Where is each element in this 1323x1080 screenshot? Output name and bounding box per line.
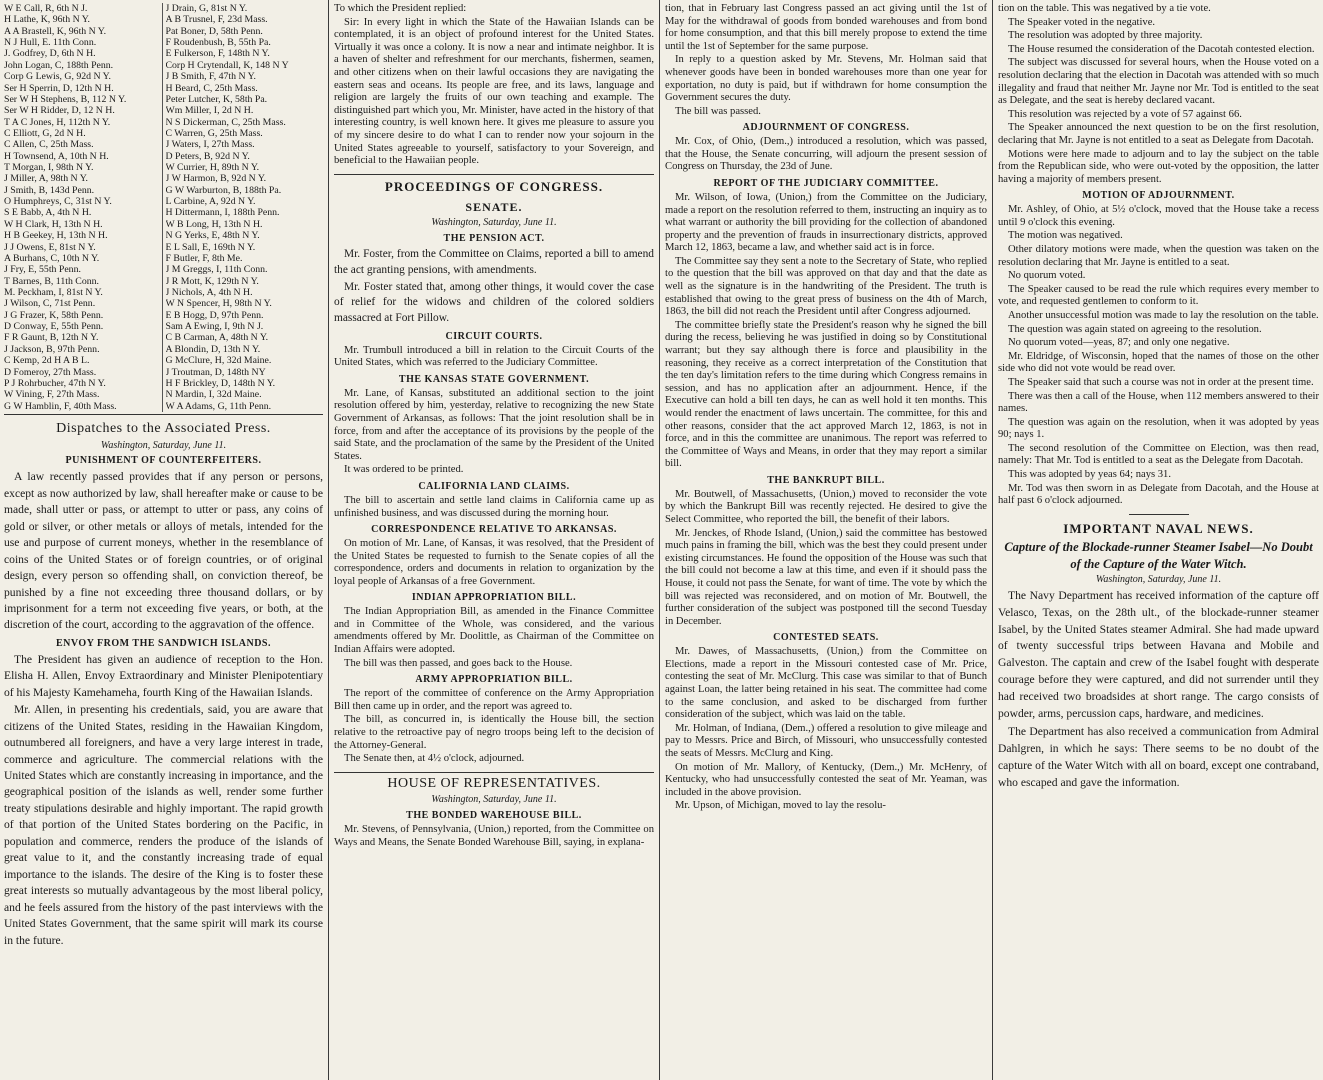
- roster-entry: Ser H Sperrin, D, 12th N H.: [4, 82, 114, 94]
- article-paragraph: The resolution was adopted by three majority.: [1008, 30, 1203, 42]
- roster-entry: H Dittermann, I, 188th Penn.: [165, 207, 280, 219]
- roster-entry: Ser W H Stephens, B, 112 N Y.: [4, 93, 127, 105]
- roster-entry: T Barnes, B, 11th Conn.: [4, 275, 99, 287]
- roster-entry: D Peters, B, 92d N Y.: [165, 150, 250, 162]
- roster-entry: A Burhans, C, 10th N Y.: [4, 252, 100, 264]
- article-paragraph: Mr. Dawes, of Massachusetts, (Union,) from the Committee on Elections, made a report in the Missouri contested case of Mr. Price, contesting the seat of Mr. McClurg. This case was similar to that of Bunch against Loan, the latter being retained in his seat. The committee had come to the same conclusion, and asked to be discharged from further consideration of the subject, which was laid on the table.: [665, 646, 987, 721]
- article-paragraph: Mr. Wilson, of Iowa, (Union,) from the Committee on the Judiciary, made a report on the resolution referred to them, instructing an inquiry as to what warrant or authority the bill providing for the collection of abandoned property and the prevention of frauds in insurrectionary districts, approved March 12, 1863, became a law, and whether said act is in force.: [665, 191, 987, 254]
- roster-entry: A A Brastell, K, 96th N Y.: [4, 25, 107, 37]
- article-paragraph: The Speaker voted in the negative.: [1008, 16, 1156, 28]
- article-paragraph: No quorum voted.: [1008, 270, 1086, 282]
- article-paragraph: The House resumed the consideration of the Dacotah contested election.: [1008, 43, 1315, 55]
- senate-heading: SENATE.: [465, 200, 523, 215]
- roster-entry: W Currier, H, 89th N Y.: [165, 162, 260, 174]
- roster-entry: W H Clark, H, 13th N H.: [4, 218, 103, 230]
- roster-entry: Corp G Lewis, G, 92d N Y.: [4, 71, 111, 83]
- section-heading: THE BANKRUPT BILL.: [767, 474, 885, 486]
- article-paragraph: The report of the committee of conference on the Army Appropriation Bill then came up in order, and the report was agreed to.: [334, 688, 654, 712]
- roster-entry: D Fomeroy, 27th Mass.: [4, 366, 97, 378]
- article-paragraph: The committee briefly state the President's reason why he signed the bill during the recess, believing he was justified in doing so by Constitutional warrant; but they say although there is force and plausibility in the reasoning, they receive as a correct interpretation of the Constitution that the ten day's limitation refers to the time during which Congress remains in session, and has no application after an adjournment. Hence, if the Executive can hold a bill ten days, he can as well hold it ten months. This would render the enactment of laws uncertain. The committee, for this and other reasons, consider that the act approved March 12, 1863, is not in force, and in this the committee are unanimous. The report was referred to the Committee of Ways and Means, in order that they may report a similar bill.: [665, 319, 987, 470]
- naval-heading: IMPORTANT NAVAL NEWS.: [1063, 520, 1254, 536]
- proceedings-heading: PROCEEDINGS OF CONGRESS.: [334, 174, 654, 194]
- column-2: [330, 0, 658, 1080]
- article-paragraph: Other dilatory motions were made, when the question was taken on the resolution declaring that Mr. Jayne is entitled to a seat.: [998, 243, 1319, 268]
- article-paragraph: Mr. Cox, of Ohio, (Dem.,) introduced a resolution, which was passed, that the House, the Senate concurring, will adjourn the present session of Congress on Thursday, the 23d of June.: [665, 136, 987, 173]
- roster-entry: J Waters, I, 27th Mass.: [165, 139, 255, 151]
- roster-entry: J. Godfrey, D, 6th N H.: [4, 48, 96, 60]
- article-paragraph: Mr. Trumbull introduced a bill in relation to the Circuit Courts of the United States, which was referred to the Judiciary Committee.: [334, 344, 654, 369]
- article-paragraph: On motion of Mr. Mallory, of Kentucky, (Dem.,) Mr. McHenry, of Kentucky, who had unsuccessfully contested the seat of Mr. Yeaman, was included in the above provision.: [665, 761, 987, 798]
- article-paragraph: The bill was passed.: [675, 105, 761, 117]
- roster-entry: H F Brickley, D, 148th N Y.: [165, 377, 276, 389]
- roster-entry: E L Sall, E, 169th N Y.: [165, 241, 256, 253]
- article-paragraph: The second resolution of the Committee on Election, was then read, namely: That Mr. Tod is entitled to a seat as the Delegate from Dacotah.: [998, 442, 1319, 467]
- roster-entry: J Smith, B, 143d Penn.: [4, 184, 95, 196]
- divider: [1129, 514, 1189, 515]
- article-paragraph: This was adopted by yeas 64; nays 31.: [1008, 469, 1171, 481]
- article-paragraph: Another unsuccessful motion was made to lay the resolution on the table.: [1008, 309, 1319, 321]
- roster-entry: J Nichols, A, 4th N H.: [165, 286, 253, 298]
- article-paragraph: Motions were here made to adjourn and to lay the subject on the table from the Republican side, who were out-voted by the opposition, the latter having a majority of members present.: [998, 148, 1319, 185]
- section-heading: INDIAN APPROPRIATION BILL.: [411, 592, 577, 604]
- roster-entry: H Beard, C, 25th Mass.: [165, 82, 258, 94]
- article-paragraph: Mr. Tod was then sworn in as Delegate from Dacotah, and the House at half past 6 o'clock adjourned.: [998, 482, 1319, 507]
- roster-entry: W N Spencer, H, 98th N Y.: [165, 298, 272, 310]
- roster-entry: N S Dickerman, C, 25th Mass.: [165, 116, 286, 128]
- roster-entry: F Roudenbush, B, 55th Pa.: [165, 37, 271, 49]
- dispatch-title: Dispatches to the Associated Press.: [56, 420, 271, 436]
- roster-entry: N G Yerks, E, 48th N Y.: [165, 230, 260, 242]
- roster-right-column: [162, 3, 324, 412]
- dateline: Washington, Saturday, June 11.: [100, 439, 227, 451]
- roster-entry: C Allen, C, 25th Mass.: [4, 139, 94, 151]
- roster-entry: Pat Boner, D, 58th Penn.: [165, 25, 263, 37]
- roster-entry: J Fry, E, 55th Penn.: [4, 264, 81, 276]
- roster-entry: A Blondin, D, 13th N Y.: [165, 343, 261, 355]
- roster-entry: M. Peckham, I, 81st N Y.: [4, 286, 103, 298]
- roster-entry: F Butler, F, 8th Me.: [165, 252, 243, 264]
- roster-entry: E B Hogg, D, 97th Penn.: [165, 309, 264, 321]
- article-paragraph: The subject was discussed for several hours, when the House voted on a resolution declaring that the election in Dacotah was attended with so much illegality and fraud that neither Mr. Jayne nor Mr. Tod is entitled to the seat as Delegate, and the seat is hereby declared vacant.: [998, 57, 1319, 107]
- article-paragraph: The Navy Department has received information of the capture off Velasco, Texas, on the 28th ult., of the blockade-runner steamer Isabel, by the United States steamer Admiral. She had made upward of twenty successful trips between Havana and Mobile and Galveston. The captain and crew of the Isabel fought with desperate courage before they were captured, and did not surrender until they had received two broadsides at short range. The cargo consists of powder, arms, percussion caps, hardware, and medicines.: [998, 588, 1319, 721]
- house-heading: HOUSE OF REPRESENTATIVES.: [334, 772, 654, 793]
- roster-entry: N J Hull, E. 11th Conn.: [4, 37, 97, 49]
- section-heading: ARMY APPROPRIATION BILL.: [415, 674, 573, 686]
- article-paragraph: On motion of Mr. Lane, of Kansas, it was resolved, that the President of the United States be requested to furnish to the Senate copies of all the correspondence, orders and documents in relation to organization by the loyal people of Arkansas of a free Government.: [334, 538, 654, 587]
- section-heading: MOTION OF ADJOURNMENT.: [1082, 190, 1235, 202]
- section-heading: CORRESPONDENCE RELATIVE TO ARKANSAS.: [371, 524, 617, 536]
- section-heading: ADJOURNMENT OF CONGRESS.: [742, 122, 910, 134]
- roster-entry: D Conway, E, 55th Penn.: [4, 321, 104, 333]
- article-paragraph: tion on the table. This was negatived by a tie vote.: [998, 3, 1211, 14]
- article-paragraph: The bill, as concurred in, is identically the House bill, the section relative to the retroactive pay of negro troops being left to the decision of the Attorney-General.: [334, 714, 654, 751]
- article-paragraph: tion, that in February last Congress passed an act giving until the 1st of May for the withdrawal of goods from bonded warehouses and from bond for home consumption, and that this bill merely propose to extend the time until the 1st of September for the same purpose.: [665, 3, 987, 52]
- article-paragraph: Mr. Eldridge, of Wisconsin, hoped that the names of those on the other side who did not vote would be read over.: [998, 350, 1319, 375]
- casualty-roster: [4, 3, 323, 415]
- roster-entry: S E Babb, A, 4th N H.: [4, 207, 92, 219]
- roster-entry: C Warren, G, 25th Mass.: [165, 127, 263, 139]
- article-paragraph: Mr. Jenckes, of Rhode Island, (Union,) said the committee has bestowed much pains in framing the bill, which was the best they could present under existing circumstances. He found the opposition of the House was such that the bill could not become a law at this time, and even if it should pass the House, it could not pass the Senate, for want of time. The vote by which the bill was rejected was reconsidered, and on motion of Mr. Boutwell, the further consideration of the subject was postponed till the second Tuesday in December.: [665, 527, 987, 627]
- article-paragraph: Mr. Stevens, of Pennsylvania, (Union,) reported, from the Committee on Ways and Means, the Senate Bonded Warehouse Bill, saying, in explana-: [334, 824, 654, 848]
- roster-entry: J Wilson, C, 71st Penn.: [4, 298, 96, 310]
- article-paragraph: Mr. Foster, from the Committee on Claims, reported a bill to amend the act granting pensions, with amendments.: [334, 248, 654, 276]
- roster-entry: J Drain, G, 81st N Y.: [165, 3, 248, 14]
- article-paragraph: Sir: In every light in which the State of the Hawaiian Islands can be contemplated, it is an object of profound interest for the United States. Virtually it was once a colony. It is now a near and intimate neighbor. It is a haven of shelter and refreshment for our merchants, fishermen, seamen, and other citizens when on their lawful occasions they are navigating the eastern seas and oceans. Its people are free, and its laws, language and religion are largely the fruits of our own teaching and example. The distinguished part which you, Mr. Minister, have acted in the history of that interesting country, is well known here. It gives me pleasure to assure you of my sincere desire to do what I can to render now your sojourn in the United States agreeable to yourself, satisfactory to your Sovereign, and beneficial to the Hawaiian people.: [334, 16, 654, 167]
- article-paragraph: The bill to ascertain and settle land claims in California came up as unfinished business, and was discussed during the morning hour.: [334, 494, 654, 519]
- roster-entry: J B Smith, F, 47th N Y.: [165, 71, 256, 83]
- roster-entry: T A C Jones, H, 112th N Y.: [4, 116, 111, 128]
- article-paragraph: Mr. Holman, of Indiana, (Dem.,) offered a resolution to give mileage and pay to Messrs. Price and Birch, of Missouri, who unsuccessfully contested the seats of Messrs. McClurg and King.: [665, 722, 987, 760]
- section-heading: CONTESTED SEATS.: [773, 632, 879, 644]
- roster-entry: W B Long, H, 13th N H.: [165, 218, 263, 230]
- roster-entry: F R Gaunt, B, 12th N Y.: [4, 332, 99, 344]
- section-heading: REPORT OF THE JUDICIARY COMMITTEE.: [713, 178, 939, 190]
- roster-entry: L Carbine, A, 92d N Y.: [165, 196, 256, 208]
- roster-entry: John Logan, C, 188th Penn.: [4, 59, 114, 71]
- article-paragraph: The Speaker said that such a course was not in order at the present time.: [1008, 376, 1314, 388]
- article-paragraph: Mr. Allen, in presenting his credentials, said, you are aware that citizens of the United States, residing in the Hawaiian Kingdom, outnumbered all foreigners, and have a very large interest in trade, commerce and agriculture. The commercial relations with the United States which are constantly increasing in importance, and the geographical position of the islands as well, render some further treaty stipulations desirable and highly important. The rapid growth of that portion of the United States bordering on the Pacific, in population and commerce, renders the produce of the islands of great value to it, and the constantly increasing trade of equal importance to the islands. The desire of the King is to foster these great interests so mutually advantageous by the most liberal policy, and he feels assured from the history of the past interviews with the United States Government, that the same spirit will mark its course in the future.: [4, 703, 323, 947]
- column-rule: [328, 0, 329, 1080]
- roster-entry: C B Carman, A, 48th N Y.: [165, 332, 269, 344]
- roster-entry: Sam A Ewing, I, 9th N J.: [165, 321, 264, 333]
- article-paragraph: The Senate then, at 4½ o'clock, adjourned.: [344, 753, 525, 765]
- roster-entry: H Townsend, A, 10th N H.: [4, 150, 109, 162]
- roster-entry: J Troutman, D, 148th NY: [165, 366, 266, 378]
- roster-entry: J R Mott, K, 129th N Y.: [165, 275, 259, 287]
- dateline: Washington, Saturday, June 11.: [431, 794, 557, 806]
- roster-entry: C Kemp, 2d H A B L.: [4, 355, 90, 367]
- roster-entry: Peter Lutcher, K, 58th Pa.: [165, 93, 268, 105]
- roster-entry: J Miller, A, 98th N Y.: [4, 173, 88, 185]
- article-paragraph: This resolution was rejected by a vote of 57 against 66.: [1008, 108, 1242, 120]
- column-rule: [659, 0, 660, 1080]
- section-heading: PUNISHMENT OF COUNTERFEITERS.: [65, 455, 262, 467]
- article-paragraph: The Indian Appropriation Bill, as amended in the Finance Committee and in Committee of the Whole, was considered, and the various amendments offered by Mr. Doolittle, as Chairman of the Committee on Indian Affairs were adopted.: [334, 606, 654, 656]
- roster-entry: J J Owens, E, 81st N Y.: [4, 241, 96, 253]
- roster-entry: H Lathe, K, 96th N Y.: [4, 14, 90, 26]
- article-paragraph: The Speaker caused to be read the rule which requires every member to vote, and requested gentlemen to conform to it.: [998, 283, 1319, 308]
- roster-entry: O Humphreys, C, 31st N Y.: [4, 196, 112, 208]
- section-heading: CIRCUIT COURTS.: [445, 330, 543, 342]
- roster-left-column: [4, 3, 162, 412]
- roster-entry: H B Geekey, H, 13th N H.: [4, 230, 108, 242]
- article-paragraph: A law recently passed provides that if any person or persons, except as now authorized by law, shall hereafter make or cause to be made, shall utter or pass, or attempt to utter or pass, any coins of gold or silver, or other metals or alloys of metals, intended for the use and purpose of current moneys, whether in the resemblance of coins of the United States or of foreign countries, or of original design, every person so offending shall, on conviction thereof, be punished by a fine not exceeding three thousand dollars, or by imprisonment for a term not exceeding five years, or both, at the discretion of the court, according to the aggravation of the offence.: [4, 470, 323, 632]
- article-paragraph: There was then a call of the House, when 112 members answered to their names.: [998, 390, 1319, 415]
- roster-entry: J G Frazer, K, 58th Penn.: [4, 309, 104, 321]
- roster-entry: G W Hamblin, F, 40th Mass.: [4, 400, 117, 412]
- article-paragraph: The question was again on the resolution, when it was adopted by yeas 90; nays 1.: [998, 416, 1319, 441]
- roster-entry: G W Warburton, B, 188th Pa.: [165, 184, 282, 196]
- article-paragraph: Mr. Lane, of Kansas, substituted an additional section to the joint resolution offered by him, yesterday, relative to recognizing the new State Government of Arkansas, as follows: That the joint resolution shall be in force, from and after the acceptance of its provisions by the people of the said State, and the proclamation of the same by the President of the United States.: [334, 387, 654, 462]
- column-rule: [992, 0, 993, 1080]
- dateline: Washington, Saturday, June 11.: [431, 217, 557, 229]
- roster-entry: J W Harmon, B, 92d N Y.: [165, 173, 267, 185]
- roster-entry: J Jackson, B, 97th Penn.: [4, 343, 100, 355]
- roster-entry: Corp H Crytendall, K, 148 N Y: [165, 59, 289, 71]
- article-paragraph: The Speaker announced the next question to be on the first resolution, declaring that Mr. Jayne is not entitled to a seat as Delegate from Dacotah.: [998, 122, 1319, 146]
- roster-entry: W Vining, F, 27th Mass.: [4, 389, 100, 401]
- article-paragraph: Mr. Boutwell, of Massachusetts, (Union,) moved to reconsider the vote by which the Bankrupt Bill was recently rejected. He desired to give the Select Committee, who reported the bill, the benefit of their labors.: [665, 488, 987, 526]
- article-paragraph: Mr. Upson, of Michigan, moved to lay the resolu-: [675, 800, 886, 812]
- motion-paragraphs: [998, 204, 1319, 508]
- article-paragraph: The President has given an audience of reception to the Hon. Elisha H. Allen, Envoy Extraordinary and Minister Plenipotentiary of his Majesty Kamehameha, fourth King of the Hawaiian Islands.: [4, 652, 323, 699]
- section-heading: CALIFORNIA LAND CLAIMS.: [418, 481, 570, 493]
- article-paragraph: The bill was then passed, and goes back to the House.: [344, 657, 573, 669]
- roster-entry: Wm Miller, I, 2d N H.: [165, 105, 254, 117]
- roster-entry: C Elliott, G, 2d N H.: [4, 127, 86, 139]
- column-3: [661, 0, 991, 1080]
- roster-entry: E Fulkerson, F, 148th N Y.: [165, 48, 270, 60]
- roster-entry: N Mardin, I, 32d Maine.: [165, 389, 262, 401]
- article-paragraph: The question was again stated on agreeing to the resolution.: [1008, 323, 1262, 335]
- article-paragraph: The motion was negatived.: [1008, 230, 1123, 242]
- section-heading: THE PENSION ACT.: [443, 233, 545, 245]
- column-1: [0, 0, 327, 1080]
- dateline: Washington, Saturday, June 11.: [1095, 573, 1222, 585]
- naval-subheadline: Capture of the Blockade-runner Steamer Isabel—No Doubt of the Capture of the Water Witch.: [1004, 540, 1313, 571]
- column-4: [994, 0, 1323, 1080]
- roster-entry: G McClure, H, 32d Maine.: [165, 355, 272, 367]
- roster-entry: Ser W H Ridder, D, 12 N H.: [4, 105, 115, 117]
- article-paragraph: To which the President replied:: [334, 3, 467, 14]
- roster-entry: T Morgan, I, 98th N Y.: [4, 162, 94, 174]
- article-paragraph: Mr. Foster stated that, among other things, it would cover the case of relief for the widows and children of the colored soldiers massacred at Fort Pillow.: [334, 280, 654, 325]
- article-paragraph: The Committee say they sent a note to the Secretary of State, who replied to the question that the bill was approved on that day and that the date as well as the signature is in the handwriting of the President. The truth is established that owing to the great press of business on the 4th of March, 1863, the bill did not reach the President until after Congress adjourned.: [665, 255, 987, 318]
- roster-entry: A B Trusnel, F, 23d Mass.: [165, 14, 268, 26]
- section-heading: THE KANSAS STATE GOVERNMENT.: [398, 373, 590, 385]
- article-paragraph: Mr. Ashley, of Ohio, at 5½ o'clock, moved that the House take a recess until 9 o'clock this evening.: [998, 204, 1319, 228]
- roster-entry: W A Adams, G, 11th Penn.: [165, 400, 272, 412]
- article-paragraph: The Department has also received a communication from Admiral Dahlgren, in which he says: There seems to be no doubt of the capture of the Water Witch with all on board, except one contraband, who escaped and gave the information.: [998, 725, 1319, 789]
- roster-entry: W E Call, R, 6th N J.: [4, 3, 88, 14]
- section-heading: ENVOY FROM THE SANDWICH ISLANDS.: [56, 637, 271, 649]
- section-heading: THE BONDED WAREHOUSE BILL.: [406, 810, 582, 822]
- article-paragraph: No quorum voted—yeas, 87; and only one negative.: [1008, 337, 1230, 349]
- roster-entry: P J Rohrbucher, 47th N Y.: [4, 377, 106, 389]
- roster-entry: J M Greggs, I, 11th Conn.: [165, 264, 268, 276]
- article-paragraph: It was ordered to be printed.: [344, 464, 464, 476]
- article-paragraph: In reply to a question asked by Mr. Stevens, Mr. Holman said that whenever goods have been in bonded warehouses more than one year for exportation, no duty is paid, but if withdrawn for home consumption the Government secures the duty.: [665, 54, 987, 104]
